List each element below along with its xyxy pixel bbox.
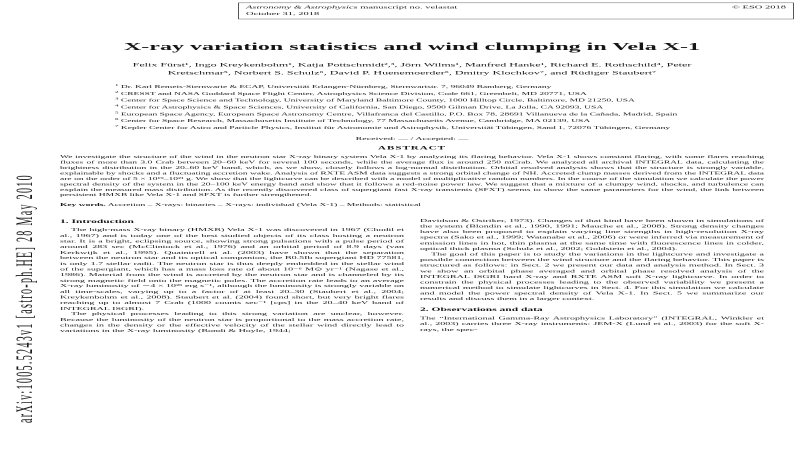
header-date: October 31, 2018: [246, 11, 320, 17]
affiliation-text: European Space Agency, European Space Astronomy Centre, Villafranca del Castillo, P.O. Box 78, 28691 Villanueva de la Cañada, Madrid, Spain: [120, 112, 678, 117]
affiliation-number: 6: [115, 117, 119, 122]
affiliation-item: [115, 104, 736, 111]
affiliation-item: [115, 124, 736, 131]
manuscript-number: manuscript no. velastat: [360, 5, 458, 11]
author-list: Felix Fürst¹, Ingo Kreykenbohm¹, Katja Pottschmidt²,³, Jörn Wilms¹, Manfred Hanke¹, Richard E. Rothschild⁴, Peter Kretschmar⁵, Norbert S. Schulz⁶, David P. Huenemoerder⁶, Dmitry Klochkov⁷, and Rüdiger Staubert⁷: [132, 61, 692, 76]
affiliation-text: Center for Space Research, Massachusetts Institute of Technology, 77 Massachusetts Avenue, Cambridge, MA 02139, USA: [120, 119, 591, 124]
affiliation-item: [115, 97, 736, 104]
affiliation-number: 5: [115, 110, 119, 115]
arxiv-stamp: arXiv:1005.5243v1 [astro-ph.HE] 28 May 2010: [12, 174, 37, 424]
affiliation-item: [115, 90, 736, 97]
journal-name: Astronomy & Astrophysics: [246, 5, 358, 11]
affiliation-list: [115, 83, 736, 131]
affiliation-number: 1: [115, 83, 119, 87]
section-2-heading: 2. Observations and data: [420, 307, 543, 313]
two-column-body: [60, 218, 764, 334]
left-column: [60, 218, 404, 334]
affiliation-text: Center for Space Science and Technology, University of Maryland Baltimore County, 1000 Hilltop Circle, Baltimore, MD 21250, USA: [120, 98, 635, 103]
keywords-text: Accretion – X-rays: binaries – X-rays: individual (Vela X-1) – Methods: statistical: [107, 202, 421, 208]
abstract-heading: ABSTRACT: [378, 145, 446, 151]
affiliation-text: Dr. Karl Remeis-Sternwarte & ECAP, Universität Erlangen-Nürnberg, Sternwartstr. 7, 96049 Bamberg, Germany: [120, 84, 552, 90]
affiliation-number: 4: [115, 103, 119, 108]
manuscript-header-left: [246, 5, 457, 17]
affiliation-item: [115, 83, 736, 90]
affiliation-number: 7: [115, 124, 119, 128]
copyright-notice: © ESO 2018: [731, 5, 786, 11]
intro-paragraph-2-left: The physical processes leading to this strong variation are unclear, however. Because the luminosity of the neutron star is proportional to the mass accretion rate, changes in the density or the effective velocity of the stellar wind directly lead to variations in the X-ray luminosity (Bondi & Hoyle, 1944;: [60, 311, 404, 334]
right-column: [420, 218, 764, 334]
received-accepted-line: Received: — / Accepted: —: [355, 136, 469, 142]
paper-content: [60, 23, 764, 334]
intro-paragraph-1: The high-mass X-ray binary (HMXB) Vela X-1 was discovered in 1967 (Chodil et al., 1967) and is today one of the best studied objects of its class hosting a neutron star. It is a bright, eclipsing source, showing strong pulsations with a pulse period of around 283 sec (McClintock et al., 1976) and an orbital period of 8.9 days (van Kerkwijk et al., 1995). Quaintrell et al. (2003) have shown that the separation between the neutron star and its optical companion, the B0.5Ib supergiant HD 77581, is only 1.7 stellar radii. The neutron star is thus deeply embedded in the stellar wind of the supergiant, which has a mass loss rate of about 10⁻⁶ M⊙ yr⁻¹ (Nagase et al., 1986). Material from the wind is accreted by the neutron star and is channeled by its strong magnetic field onto the magnetic poles. The accretion rate leads to an average X-ray luminosity of ∼4 × 10³⁶ erg s⁻¹, although the luminosity is strongly variable on all time-scales, varying up to a factor of at least 20–30 (Staubert et al., 2004; Kreykenbohm et al., 2008). Staubert et al. (2004) found short, but very bright flares reaching up to almost 7 Crab (1000 counts sec⁻¹ [cps] in the 20–40 keV band of INTEGRAL ISGRI).: [60, 227, 404, 311]
manuscript-header: [238, 3, 794, 20]
keywords-line: [60, 203, 764, 207]
abstract-text: We investigate the structure of the wind in the neutron star X-ray binary system Vela X-1 by analyzing its flaring behavior. Vela X-1 shows constant flaring, with some flares reaching fluxes of more than 3.0 Crab between 20–60 keV for several 100 seconds, while the average flux is around 250 mCrab. We analyzed all archival INTEGRAL data, calculating the brightness distribution in the 20–60 keV band, which, as we show, closely follows a log-normal distribution. Orbital resolved analysis shows that the structure is strongly variable, explainable by shocks and a fluctuating accretion wake. Analysis of RXTE ASM data suggests a strong orbital change of NH. Accreted clump masses derived from the INTEGRAL data are on the order of 5 × 10¹⁹–10²¹ g. We show that the lightcurve can be described with a model of multiplicative random numbers. In the course of the simulation we calculate the power spectral density of the system in the 20–100 keV energy band and show that it follows a red-noise power law. We suggest that a mixture of a clumpy wind, shocks, and turbulence can explain the measured mass distribution. As the recently discovered class of supergiant fast X-ray transients (SFXT) seems to show the same parameters for the wind, the link between persistent HMXB like Vela X-1 and SFXT is further strengthened.: [60, 154, 764, 198]
affiliation-text: Center for Astrophysics & Space Sciences, University of California, San Diego, 9500 Gilman Drive, La Jolla, CA 92093, USA: [120, 105, 604, 110]
affiliation-text: Kepler Center for Astro and Particle Physics, Institut für Astronomie und Astrophysik, Universität Tübingen, Sand 1, 72076 Tübingen, Germany: [120, 125, 671, 131]
affiliation-number: 3: [115, 97, 119, 101]
keywords-label: Key words.: [60, 202, 106, 208]
section-1-heading: 1. Introduction: [60, 218, 134, 225]
affiliation-item: [115, 111, 736, 118]
paper-title: X-ray variation statistics and wind clumping in Vela X-1: [123, 41, 701, 53]
affiliation-text: CRESST and NASA Goddard Space Flight Center, Astrophysics Science Division, Code 661, Greenbelt, MD 20771, USA: [120, 91, 587, 97]
intro-paragraph-3: The goal of this paper is to study the variations in the lightcurve and investigate a possible connection between the wind structure and the flaring behavior. This paper is structured as follows: in Sect. 2 we present our data and analysis method. In Sect. 3 we show an orbital phase averaged and orbital phase resolved analysis of the INTEGRAL ISGRI hard X-ray and RXTE ASM soft X-ray lightcurve. In order to constrain the physical processes leading to the observed variability we present a numerical method to simulate lightcurves in Sect. 4. For this simulation we calculate and model the power spectral density of Vela X-1. In Sect. 5 we summarize our results and discuss them in a larger context.: [420, 251, 764, 302]
affiliation-number: 2: [115, 90, 119, 94]
section-2-paragraph-1: The “International Gamma-Ray Astrophysics Laboratory” (INTEGRAL, Winkler et al., 2003) carries three X-ray instruments: JEM-X (Lund et al., 2003) for the soft X-rays, the spec-: [420, 316, 764, 333]
intro-paragraph-2-continued: Davidson & Ostriker, 1973). Changes of that kind have been shown in simulations of the system (Blondin et al., 1990, 1991; Mauche et al., 2008). Strong density changes have also been proposed to explain varying line strengths in high-resolution X-ray spectra (Sako et al., 1999; Watanabe et al., 2006) or were inferred via measurement of emission lines in hot, thin plasma at the same time with fluorescence lines in colder, optical thick plasma (Schulz et al., 2002; Goldstein et al., 2004).: [420, 218, 764, 252]
